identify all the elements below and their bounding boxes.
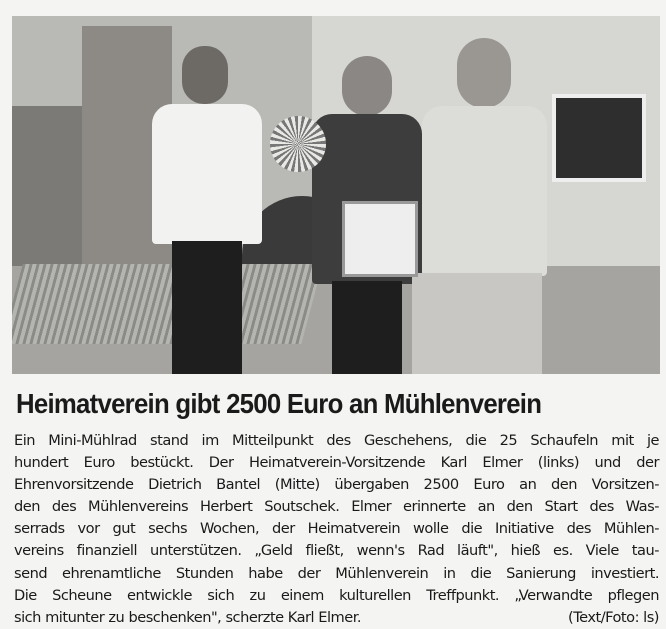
body-last-line — [14, 607, 659, 629]
person-right — [412, 38, 552, 374]
mill-wheel-model — [270, 116, 326, 172]
body-line: den des Mühlenvereins Herbert Soutschek. Elmer erinnerte an den Start des Was- — [14, 498, 659, 516]
person-left — [152, 46, 262, 374]
article-body — [14, 430, 659, 629]
framed-picture — [342, 201, 418, 277]
body-line: Ein Mini-Mühlrad stand im Mitteilpunkt des Geschehens, die 25 Schaufeln mit je — [14, 432, 659, 449]
body-line: send ehrenamtliche Stunden habe der Mühlenverein in die Sanierung investiert. — [14, 564, 659, 582]
body-line: vereins finanziell unterstützen. „Geld fließt, wenn's Rad läuft", hieß es. Viele tau- — [14, 542, 659, 560]
brick-wall-left — [12, 106, 82, 276]
body-line: sich mitunter zu beschenken", scherzte Karl Elmer. — [14, 608, 362, 626]
body-line: hundert Euro bestückt. Der Heimatverein-Vorsitzende Karl Elmer (links) und der — [14, 454, 659, 472]
window — [552, 94, 646, 182]
article-photo — [12, 16, 660, 374]
headline: Heimatverein gibt 2500 Euro an Mühlenverein — [16, 388, 542, 419]
body-line: Ehrenvorsitzende Dietrich Bantel (Mitte) übergaben 2500 Euro an den Vorsitzen- — [14, 476, 659, 494]
body-line: serrads vor gut sechs Wochen, der Heimatverein wolle die Initiative des Mühlen- — [14, 520, 659, 538]
photo-credit: (Text/Foto: ls) — [568, 608, 659, 626]
body-line: Die Scheune entwickle sich zu einem kulturellen Treffpunkt. „Verwandte pflegen — [14, 586, 659, 604]
